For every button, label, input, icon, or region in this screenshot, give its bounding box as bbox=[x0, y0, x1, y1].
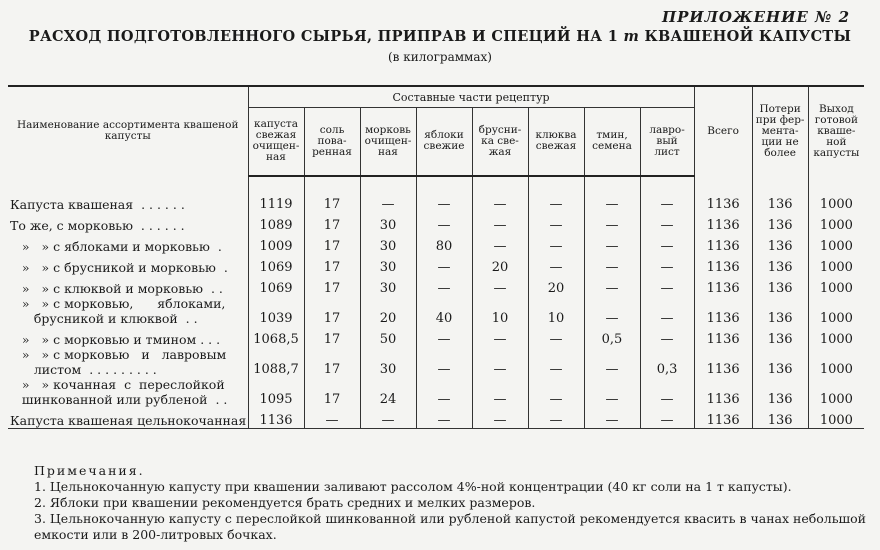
row-value: — bbox=[640, 326, 694, 347]
title-part-1: РАСХОД ПОДГОТОВЛЕННОГО СЫРЬЯ, ПРИПРАВ И СПЕЦИЙ НА 1 bbox=[28, 28, 624, 45]
title-unit: т bbox=[623, 28, 640, 45]
row-value: — bbox=[360, 407, 416, 429]
row-value: — bbox=[528, 377, 584, 407]
row-value: — bbox=[528, 176, 584, 212]
row-value: 30 bbox=[360, 275, 416, 296]
row-value: 136 bbox=[752, 254, 808, 275]
row-value: 1136 bbox=[694, 326, 752, 347]
row-value: 80 bbox=[416, 233, 472, 254]
row-name: Капуста квашеная цельнокочанная bbox=[8, 407, 248, 429]
row-value: — bbox=[584, 407, 640, 429]
row-value: 17 bbox=[304, 233, 360, 254]
row-value: 17 bbox=[304, 275, 360, 296]
row-value: — bbox=[528, 407, 584, 429]
row-value: 17 bbox=[304, 254, 360, 275]
row-value: 1000 bbox=[808, 233, 864, 254]
row-value: — bbox=[472, 347, 528, 377]
row-name: » » с морковью и тмином . . . bbox=[10, 331, 221, 347]
row-value: 17 bbox=[304, 176, 360, 212]
recipe-table bbox=[8, 85, 864, 429]
row-value: 136 bbox=[752, 275, 808, 296]
table-row bbox=[8, 233, 864, 254]
row-value: 1119 bbox=[248, 176, 304, 212]
row-value: 136 bbox=[752, 233, 808, 254]
row-value: — bbox=[472, 212, 528, 233]
row-value: — bbox=[472, 407, 528, 429]
table-row bbox=[8, 212, 864, 233]
row-value: — bbox=[416, 377, 472, 407]
table-row bbox=[8, 347, 864, 377]
row-value: — bbox=[640, 296, 694, 326]
notes-heading: Примечания. bbox=[34, 463, 145, 478]
header-loss: Потери при фер-мента-ции не более bbox=[752, 86, 808, 176]
row-value: — bbox=[472, 326, 528, 347]
header-yield: Выход готовой кваше-ной капусты bbox=[808, 86, 864, 176]
table-body bbox=[8, 176, 864, 429]
row-value: — bbox=[640, 254, 694, 275]
row-value: — bbox=[640, 212, 694, 233]
row-name: » » с клюквой и морковью . . bbox=[10, 280, 223, 296]
row-value: 1136 bbox=[694, 347, 752, 377]
row-value: 1000 bbox=[808, 407, 864, 429]
header-component: соль пова-ренная bbox=[304, 108, 360, 176]
row-value: — bbox=[584, 275, 640, 296]
row-value: — bbox=[640, 176, 694, 212]
row-value: — bbox=[416, 254, 472, 275]
row-value: 1095 bbox=[248, 377, 304, 407]
row-value: 1088,7 bbox=[248, 347, 304, 377]
row-value: 10 bbox=[528, 296, 584, 326]
row-name: » » с брусникой и морковью . bbox=[10, 259, 228, 275]
row-name: » » кочанная с переслойкой шинкованной или рубленой . . bbox=[21, 376, 228, 407]
row-value: 136 bbox=[752, 296, 808, 326]
row-value: — bbox=[640, 275, 694, 296]
row-value: — bbox=[360, 176, 416, 212]
header-component: брусни-ка све-жая bbox=[472, 108, 528, 176]
row-value: 17 bbox=[304, 296, 360, 326]
row-name: » » с морковью, яблоками, брусникой и клюквой . . bbox=[21, 295, 226, 326]
row-value: 17 bbox=[304, 347, 360, 377]
row-value: 0,3 bbox=[640, 347, 694, 377]
row-value: — bbox=[584, 296, 640, 326]
row-value: 136 bbox=[752, 347, 808, 377]
row-value: 136 bbox=[752, 176, 808, 212]
row-value: 136 bbox=[752, 212, 808, 233]
row-value: 1068,5 bbox=[248, 326, 304, 347]
table-header bbox=[8, 86, 864, 176]
row-value: 30 bbox=[360, 347, 416, 377]
row-value: 1000 bbox=[808, 212, 864, 233]
row-value: — bbox=[584, 377, 640, 407]
row-value: 20 bbox=[528, 275, 584, 296]
row-value: 1000 bbox=[808, 377, 864, 407]
row-value: — bbox=[472, 233, 528, 254]
header-component: капуста свежая очищен-ная bbox=[248, 108, 304, 176]
row-value: — bbox=[528, 233, 584, 254]
row-value: — bbox=[584, 254, 640, 275]
header-name-column: Наименование ассортимента квашеной капусты bbox=[8, 86, 248, 176]
row-value: 24 bbox=[360, 377, 416, 407]
row-value: 1009 bbox=[248, 233, 304, 254]
row-value: 136 bbox=[752, 377, 808, 407]
row-value: — bbox=[584, 233, 640, 254]
table-row bbox=[8, 326, 864, 347]
row-value: — bbox=[472, 176, 528, 212]
row-value: — bbox=[528, 347, 584, 377]
row-value: 1136 bbox=[694, 176, 752, 212]
row-value: — bbox=[528, 212, 584, 233]
table-row bbox=[8, 296, 864, 326]
row-value: — bbox=[416, 212, 472, 233]
row-value: — bbox=[640, 407, 694, 429]
row-value: — bbox=[416, 347, 472, 377]
row-name: » » с яблоками и морковью . bbox=[10, 238, 222, 254]
row-value: 1000 bbox=[808, 275, 864, 296]
header-component: тмин, семена bbox=[584, 108, 640, 176]
row-value: — bbox=[304, 407, 360, 429]
row-value: 1000 bbox=[808, 176, 864, 212]
row-value: — bbox=[584, 176, 640, 212]
row-name: » » с морковью и лавровым листом . . . . . . . . . bbox=[21, 346, 227, 377]
row-value: 1136 bbox=[694, 296, 752, 326]
row-value: — bbox=[416, 176, 472, 212]
header-component: лавро-вый лист bbox=[640, 108, 694, 176]
header-total: Всего bbox=[694, 86, 752, 176]
table-row bbox=[8, 275, 864, 296]
row-value: — bbox=[640, 233, 694, 254]
row-value: 136 bbox=[752, 407, 808, 429]
title-part-2: КВАШЕНОЙ КАПУСТЫ bbox=[639, 28, 852, 45]
row-value: 1136 bbox=[694, 212, 752, 233]
row-value: 1136 bbox=[694, 233, 752, 254]
row-value: — bbox=[472, 377, 528, 407]
row-value: 50 bbox=[360, 326, 416, 347]
row-value: 20 bbox=[472, 254, 528, 275]
row-value: 1136 bbox=[694, 377, 752, 407]
row-value: — bbox=[416, 326, 472, 347]
row-name: То же, с морковью . . . . . . bbox=[10, 217, 185, 233]
row-value: — bbox=[416, 275, 472, 296]
header-components-group: Составные части рецептур bbox=[248, 86, 694, 108]
row-value: 1000 bbox=[808, 296, 864, 326]
row-value: 1000 bbox=[808, 326, 864, 347]
note-item: 2. Яблоки при квашении рекомендуется брать средних и мелких размеров. bbox=[34, 495, 536, 510]
row-value: — bbox=[472, 275, 528, 296]
row-value: 30 bbox=[360, 254, 416, 275]
row-value: 1136 bbox=[248, 407, 304, 429]
row-value: 40 bbox=[416, 296, 472, 326]
table-row bbox=[8, 254, 864, 275]
row-value: 1136 bbox=[694, 275, 752, 296]
row-value: — bbox=[584, 212, 640, 233]
row-value: 1000 bbox=[808, 347, 864, 377]
row-value: 1039 bbox=[248, 296, 304, 326]
row-value: — bbox=[640, 377, 694, 407]
table-row bbox=[8, 407, 864, 429]
row-value: 1136 bbox=[694, 407, 752, 429]
row-value: 1069 bbox=[248, 275, 304, 296]
document-subtitle: (в килограммах) bbox=[388, 50, 492, 64]
row-value: — bbox=[584, 347, 640, 377]
row-value: 1069 bbox=[248, 254, 304, 275]
row-value: 0,5 bbox=[584, 326, 640, 347]
header-component: морковь очищен-ная bbox=[360, 108, 416, 176]
row-value: 17 bbox=[304, 377, 360, 407]
row-value: — bbox=[416, 407, 472, 429]
appendix-label: ПРИЛОЖЕНИЕ № 2 bbox=[661, 8, 850, 26]
row-value: 30 bbox=[360, 233, 416, 254]
row-value: 17 bbox=[304, 326, 360, 347]
row-value: 1000 bbox=[808, 254, 864, 275]
table-row bbox=[8, 377, 864, 407]
note-item: 1. Цельнокочанную капусту при квашении заливают рассолом 4%-ной концентрации (40 кг соли на 1 т капусты). bbox=[34, 479, 792, 494]
document-title bbox=[0, 28, 880, 45]
row-value: 17 bbox=[304, 212, 360, 233]
row-value: 10 bbox=[472, 296, 528, 326]
notes-section bbox=[22, 463, 872, 543]
row-value: 1136 bbox=[694, 254, 752, 275]
row-value: — bbox=[528, 254, 584, 275]
row-name: Капуста квашеная . . . . . . bbox=[10, 196, 185, 212]
table-row bbox=[8, 176, 864, 212]
row-value: 20 bbox=[360, 296, 416, 326]
header-component: клюква свежая bbox=[528, 108, 584, 176]
note-item: 3. Цельнокочанную капусту с переслойкой шинкованной или рубленой капустой рекомендуется квасить в чанах небольшой емкости или в 200-литровых бочках. bbox=[34, 511, 867, 542]
row-value: — bbox=[528, 326, 584, 347]
header-component: яблоки свежие bbox=[416, 108, 472, 176]
row-value: 30 bbox=[360, 212, 416, 233]
row-value: 1089 bbox=[248, 212, 304, 233]
row-value: 136 bbox=[752, 326, 808, 347]
